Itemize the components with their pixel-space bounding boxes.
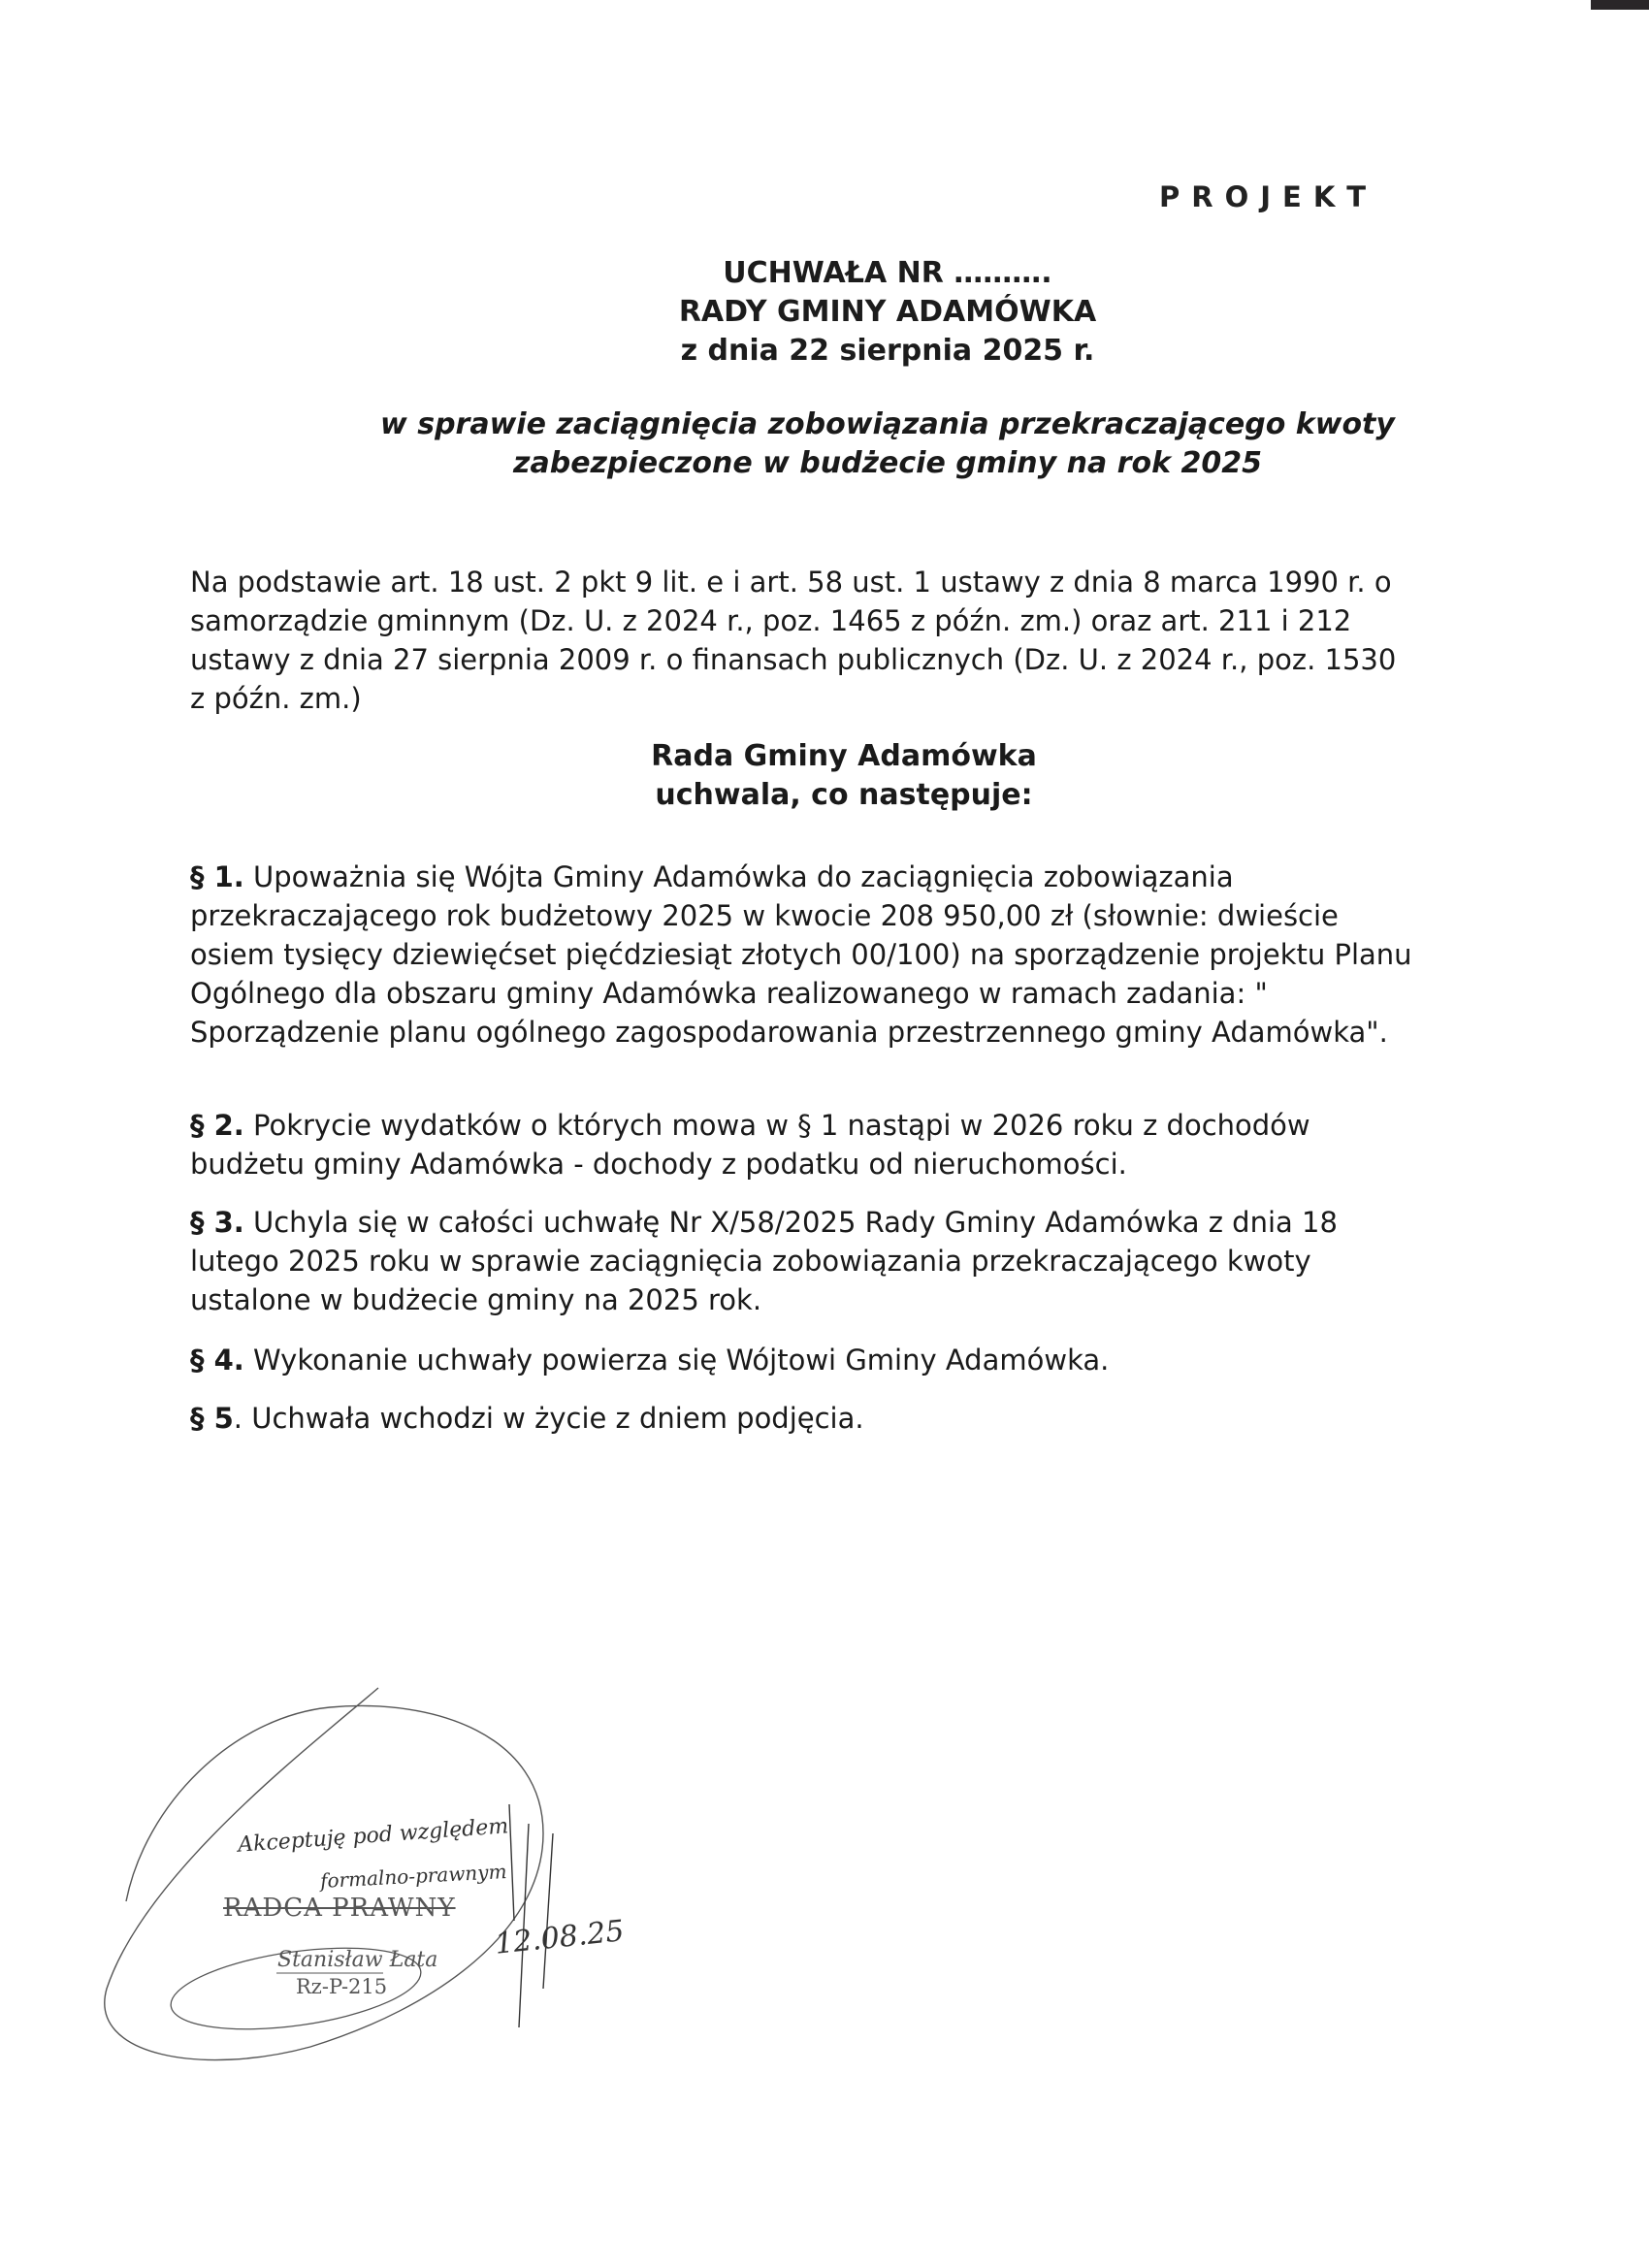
paragraph-text: Uchyla się w całości uchwałę Nr X/58/2025 Rady Gminy Adamówka z dnia 18 lutego 2025 roku w sprawie zaciągnięcia zobowiązania przekraczającego kwoty ustalone w budżecie gminy na 2025 rok. (190, 1206, 1338, 1316)
legal-basis: Na podstawie art. 18 ust. 2 pkt 9 lit. e i art. 58 ust. 1 ustawy z dnia 8 marca 1990 r. o samorządzie gminnym (Dz. U. z 2024 r., poz. 1465 z późn. zm.) oraz art. 211 i 212 ustawy z dnia 27 sierpnia 2009 r. o finansach publicznych (Dz. U. z 2024 r., poz. 1530 z późn. zm.) (190, 566, 1397, 715)
scan-edge-mark (1591, 0, 1649, 10)
paragraph-4 (190, 1341, 1422, 1379)
stamp-registration-number: Rz-P-215 (296, 1975, 388, 1998)
handwritten-approval-note: Akceptuję pod względem (237, 1814, 509, 1858)
paragraph-2 (190, 1106, 1422, 1183)
resolution-date: z dnia 22 sierpnia 2025 r. (680, 334, 1095, 368)
paragraph-5 (190, 1399, 1422, 1438)
council-line-1: Rada Gminy Adamówka (651, 739, 1037, 773)
resolution-subject (0, 405, 1649, 483)
draft-label: PROJEKT (1159, 180, 1378, 213)
stamp-name: Stanisław Łata (277, 1948, 438, 1972)
paragraph-number: § 3. (190, 1206, 244, 1239)
paragraph-number: § 5 (190, 1402, 234, 1435)
handwritten-date: 12.08.25 (493, 1914, 627, 1961)
resolution-title (0, 254, 1649, 371)
resolution-number: UCHWAŁA NR ………. (723, 256, 1052, 290)
stamp-title: RADCA PRAWNY (223, 1894, 456, 1923)
paragraph-text: Pokrycie wydatków o których mowa w § 1 nastąpi w 2026 roku z dochodów budżetu gminy Adamówka - dochody z podatku od nieruchomości. (190, 1109, 1310, 1181)
paragraph-1 (190, 858, 1422, 1052)
legal-counsel-stamp (87, 1678, 689, 2086)
paragraph-text: Wykonanie uchwały powierza się Wójtowi Gminy Adamówka. (243, 1344, 1110, 1377)
council-name: RADY GMINY ADAMÓWKA (678, 295, 1097, 329)
council-resolves (0, 737, 1649, 815)
paragraph-3 (190, 1203, 1422, 1319)
subject-line-2: zabezpieczone w budżecie gminy na rok 2025 (513, 446, 1262, 480)
handwritten-approval-note-2: formalno-prawnym (319, 1859, 508, 1894)
paragraph-number: § 1. (190, 860, 244, 893)
paragraph-number: § 2. (190, 1109, 244, 1142)
subject-line-1: w sprawie zaciągnięcia zobowiązania przekraczającego kwoty (380, 407, 1395, 441)
paragraph-number: § 4. (190, 1344, 244, 1377)
council-line-2: uchwala, co następuje: (655, 778, 1033, 812)
paragraph-text: . Uchwała wchodzi w życie z dniem podjęcia. (233, 1402, 864, 1435)
paragraph-text: Upoważnia się Wójta Gminy Adamówka do zaciągnięcia zobowiązania przekraczającego rok budżetowy 2025 w kwocie 208 950,00 zł (słownie: dwieście osiem tysięcy dziewięćset pięćdziesiąt złotych 00/100) na sporządzenie projektu Planu Ogólnego dla obszaru gminy Adamówka realizowanego w ramach zadania: " Sporządzenie planu ogólnego zagospodarowania przestrzennego gminy Adamówka". (190, 860, 1412, 1049)
